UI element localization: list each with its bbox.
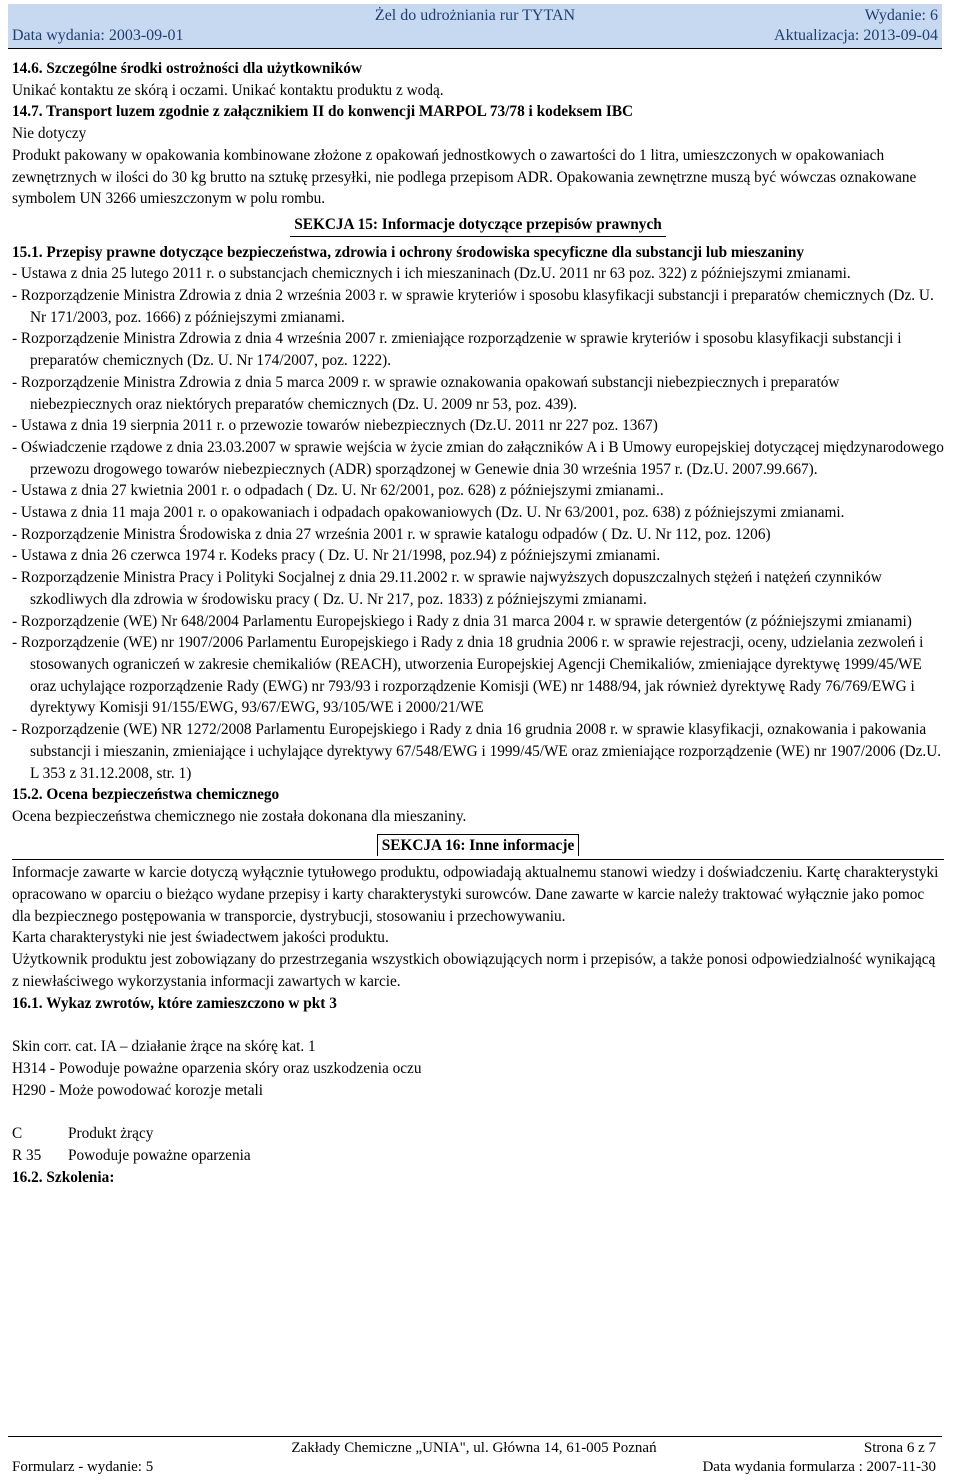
code-key: R 35 [12, 1147, 42, 1165]
section-16-paragraph: Informacje zawarte w karcie dotyczą wyłącznie tytułowego produktu, odpowiadają aktualnemu stanowi wiedzy i doświadczeniu. Kartę charakterystyki opracowano w oparciu o bieżąco wydane przepisy i karty charakterystyki surowców. Dane zawarte w karcie należy traktować wyłącznie jako pomoc dla bezpiecznego postępowania w transporcie, dystrybucji, stosowaniu i przechowywaniu. [12, 864, 939, 925]
code-row [12, 1145, 944, 1167]
regulation-item: - Rozporządzenie Ministra Zdrowia z dnia 2 września 2003 r. w sprawie kryteriów i sposobu klasyfikacji substancji i preparatów chemicznych (Dz. U. Nr 171/2003, poz. 1666) z późniejszymi zmianami. [12, 287, 934, 326]
regulation-item: - Ustawa z dnia 26 czerwca 1974 r. Kodeks pracy ( Dz. U. Nr 21/1998, poz.94) z późniejszymi zmianami. [12, 547, 661, 565]
text-14-7-not-applicable: Nie dotyczy [12, 125, 87, 143]
code-value: Powoduje poważne oparzenia [68, 1147, 251, 1165]
regulation-item: - Rozporządzenie Ministra Zdrowia z dnia 5 marca 2009 r. w sprawie oznakowania opakowań substancji niebezpiecznych i preparatów niebezpiecznych oraz niektórych preparatów chemicznych (Dz. U. 2009 nr 53, poz. 439). [12, 373, 840, 413]
heading-15-2: 15.2. Ocena bezpieczeństwa chemicznego [12, 786, 280, 804]
regulation-item: - Ustawa z dnia 25 lutego 2011 r. o substancjach chemicznych i ich mieszaninach (Dz.U. 2011 nr 63 poz. 322) z późniejszymi zmianami. [12, 265, 851, 283]
header-edition: Wydanie: 6 [864, 7, 938, 24]
section-16-title [12, 834, 944, 857]
regulation-item: - Rozporządzenie Ministra Pracy i Polityki Socjalnej z dnia 29.11.2002 r. w sprawie najwyższych dopuszczalnych stężeń i natężeń czynników szkodliwych dla zdrowia w środowisku pracy ( Dz. U. Nr 217, poz. 1833) z późniejszymi zmianami. [12, 569, 882, 608]
footer-form-date: Data wydania formularza : 2007-11-30 [702, 1459, 936, 1475]
footer-form-edition: Formularz - wydanie: 5 [12, 1459, 154, 1475]
regulation-item: - Rozporządzenie (WE) nr 1907/2006 Parlamentu Europejskiego i Rady z dnia 18 grudnia 2006 r. w sprawie rejestracji, oceny, udzielania zezwoleń i stosowanych ograniczeń w zakresie chemikaliów (REACH), utworzenia Europejskiej Agencji Chemikaliów, zmieniające dyrektywę 1999/45/WE oraz uchylające rozporządzenie Rady (EWG) nr 793/93 i rozporządzenie Komisji (WE) nr 1488/94, jak również dyrektywę Rady 76/769/EWG i dyrektywy Komisji 91/155/EWG, 93/67/EWG, 93/105/WE i 2000/21/WE [12, 634, 924, 717]
regulation-item: - Rozporządzenie (WE) Nr 648/2004 Parlamentu Europejskiego i Rady z dnia 31 marca 2004 r. w sprawie detergentów (z późniejszymi zmianami) [12, 612, 912, 630]
section-15-title-text: SEKCJA 15: Informacje dotyczące przepisów prawnych [290, 214, 666, 237]
heading-14-6: 14.6. Szczególne środki ostrożności dla użytkowników [12, 60, 363, 77]
regulation-item: - Ustawa z dnia 27 kwietnia 2001 r. o odpadach ( Dz. U. Nr 62/2001, poz. 628) z późniejszymi zmianami.. [12, 482, 664, 500]
regulation-item: - Ustawa z dnia 19 sierpnia 2011 r. o przewozie towarów niebezpiecznych (Dz.U. 2011 nr 227 poz. 1367) [12, 417, 658, 435]
header-product-name: Żel do udrożniania rur TYTAN [374, 7, 576, 24]
regulation-item: - Oświadczenie rządowe z dnia 23.03.2007 w sprawie wejścia w życie zmian do załączników A i B Umowy europejskiej dotyczącej międzynarodowego przewozu drogowego towarów niebezpiecznych (ADR) sporządzonej w Genewie dnia 30 września 1957 r. (Dz.U. 2007.99.667). [12, 438, 944, 478]
header-issue-date: Data wydania: 2003-09-01 [12, 27, 184, 44]
page-footer [8, 1436, 942, 1477]
footer-company: Zakłady Chemiczne „UNIA", ul. Główna 14, 61-005 Poznań [291, 1440, 657, 1456]
spacer [12, 1014, 944, 1036]
heading-14-7: 14.7. Transport luzem zgodnie z załącznikiem II do konwencji MARPOL 73/78 i kodeksem IBC [12, 103, 634, 121]
spacer [12, 1101, 944, 1123]
section-16-paragraph: Karta charakterystyki nie jest świadectwem jakości produktu. [12, 929, 389, 947]
section-16-title-text: SEKCJA 16: Inne informacje [377, 834, 579, 857]
regulations-list [12, 263, 944, 784]
heading-15-1: 15.1. Przepisy prawne dotyczące bezpieczeństwa, zdrowia i ochrony środowiska specyficzne dla substancji lub mieszaniny [12, 243, 805, 261]
heading-16-1: 16.1. Wykaz zwrotów, które zamieszczono w pkt 3 [12, 994, 337, 1012]
regulation-item: - Rozporządzenie (WE) NR 1272/2008 Parlamentu Europejskiego i Rady z dnia 16 grudnia 2008 r. w sprawie klasyfikacji, oznakowania i pakowania substancji i mieszanin, zmieniające i uchylające dyrektywy 67/548/EWG i 1999/45/WE oraz zmieniające rozporządzenie (WE) nr 1907/2006 (Dz.U. L 353 z 31.12.2008, str. 1) [12, 721, 942, 782]
section-16-body [12, 859, 944, 1188]
header-update-date: Aktualizacja: 2013-09-04 [774, 27, 938, 44]
code-row [12, 1123, 944, 1145]
text-14-7-packaging: Produkt pakowany w opakowania kombinowane złożone z opakowań jednostkowych o zawartości do 1 litra, umieszczonych w opakowaniach zewnętrznych w ilości do 30 kg brutto na sztukę przesyłki, nie podlega przepisom ADR. Opakowania zewnętrzne muszą być wówczas oznakowane symbolem UN 3266 umieszczonym w polu rombu. [12, 146, 917, 208]
regulation-item: - Rozporządzenie Ministra Środowiska z dnia 27 września 2001 r. w sprawie katalogu odpadów ( Dz. U. Nr 112, poz. 1206) [12, 525, 771, 543]
code-value: Produkt żrący [68, 1125, 154, 1143]
text-14-6: Unikać kontaktu ze skórą i oczami. Unikać kontaktu produktu z wodą. [12, 81, 444, 99]
document-body [12, 58, 944, 1188]
page-header [8, 4, 942, 49]
footer-page-number: Strona 6 z 7 [863, 1440, 936, 1456]
regulation-item: - Ustawa z dnia 11 maja 2001 r. o opakowaniach i odpadach opakowaniowych (Dz. U. Nr 63/2001, poz. 638) z późniejszymi zmianami. [12, 504, 845, 522]
phrase-item: H290 - Może powodować korozje metali [12, 1081, 264, 1099]
heading-16-2: 16.2. Szkolenia: [12, 1168, 115, 1186]
phrase-item: Skin corr. cat. IA – działanie żrące na skórę kat. 1 [12, 1038, 316, 1056]
section-15-title [12, 214, 944, 237]
code-key: C [12, 1125, 23, 1143]
text-15-2: Ocena bezpieczeństwa chemicznego nie została dokonana dla mieszaniny. [12, 807, 467, 825]
regulation-item: - Rozporządzenie Ministra Zdrowia z dnia 4 września 2007 r. zmieniające rozporządzenie w sprawie kryteriów i sposobu klasyfikacji substancji i preparatów chemicznych (Dz. U. Nr 174/2007, poz. 1222). [12, 330, 902, 370]
section-16-paragraph: Użytkownik produktu jest zobowiązany do przestrzegania wszystkich obowiązujących norm i przepisów, a także ponosi odpowiedzialność wynikającą z niewłaściwego wykorzystania informacji zawartych w karcie. [12, 951, 936, 990]
phrase-item: H314 - Powoduje poważne oparzenia skóry oraz uszkodzenia oczu [12, 1059, 422, 1077]
